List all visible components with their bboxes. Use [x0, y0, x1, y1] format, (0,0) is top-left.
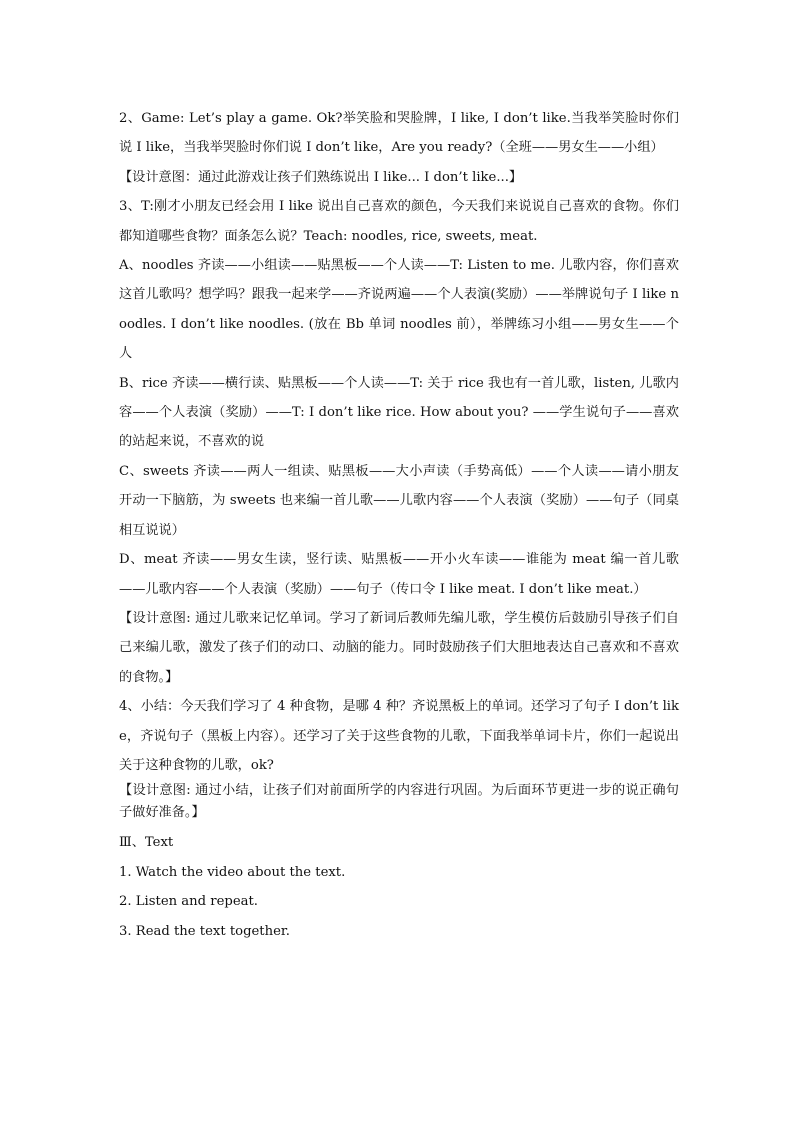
paragraph-rice: B、rice 齐读——横行读、贴黑板——个人读——T: 关于 rice 我也有一首儿歌，listen, 儿歌内容——个人表演（奖励）——T: I don’t like rice. How about you? ——学生说句子——喜欢的站起来说，不喜欢的说: [119, 375, 679, 450]
paragraph-game: 2、Game: Let’s play a game. Ok?举笑脸和哭脸牌，I like, I don’t like.当我举笑脸时你们说 I like，当我举哭脸时你们说 I don’t like，Are you ready?（全班——男女生——小组）: [119, 111, 679, 156]
design-intent-chant: 【设计意图: 通过儿歌来记忆单词。学习了新词后教师先编儿歌，学生模仿后鼓励引导孩子们自己来编儿歌，激发了孩子们的动口、动脑的能力。同时鼓励孩子们大胆地表达自己喜欢和不喜欢的食物。】: [119, 610, 679, 685]
text-step-3: 3. Read the text together.: [119, 923, 290, 939]
text-step-1: 1. Watch the video about the text.: [119, 864, 346, 880]
document-body: [119, 104, 679, 946]
text-step-2: 2. Listen and repeat.: [119, 894, 259, 910]
design-intent-game: 【设计意图：通过此游戏让孩子们熟练说出 I like... I don’t like...】: [119, 169, 523, 185]
paragraph-meat: D、meat 齐读——男女生读，竖行读、贴黑板——开小火车读——谁能为 meat 编一首儿歌——儿歌内容——个人表演（奖励）——句子（传口令 I like meat. I don’t like meat.）: [119, 552, 679, 597]
paragraph-summary: 4、小结：今天我们学习了 4 种食物，是哪 4 种？齐说黑板上的单词。还学习了句子 I don’t like，齐说句子（黑板上内容）。还学习了关于这些食物的儿歌，下面我举单词卡片，你们一起说出关于这种食物的儿歌，ok?: [119, 699, 679, 773]
design-intent-summary: 【设计意图: 通过小结，让孩子们对前面所学的内容进行巩固。为后面环节更进一步的说正确句子做好准备。】: [119, 783, 679, 821]
paragraph-sweets: C、sweets 齐读——两人一组读、贴黑板——大小声读（手势高低）——个人读——请小朋友开动一下脑筋，为 sweets 也来编一首儿歌——儿歌内容——个人表演（奖励）——句子（同桌相互说说）: [119, 463, 679, 538]
section-heading-text: Ⅲ、Text: [119, 835, 174, 851]
paragraph-food-intro: 3、T:刚才小朋友已经会用 I like 说出自己喜欢的颜色，今天我们来说说自己喜欢的食物。你们都知道哪些食物？面条怎么说？Teach: noodles, rice, sweets, meat.: [119, 199, 679, 244]
paragraph-noodles: A、noodles 齐读——小组读——贴黑板——个人读——T: Listen to me. 儿歌内容，你们喜欢这首儿歌吗？想学吗？跟我一起来学——齐说两遍——个人表演(奖励）——举牌说句子 I like noodles. I don’t like noodles. (放在 Bb 单词 noodles 前），举牌练习小组——男女生——个人: [119, 258, 679, 362]
